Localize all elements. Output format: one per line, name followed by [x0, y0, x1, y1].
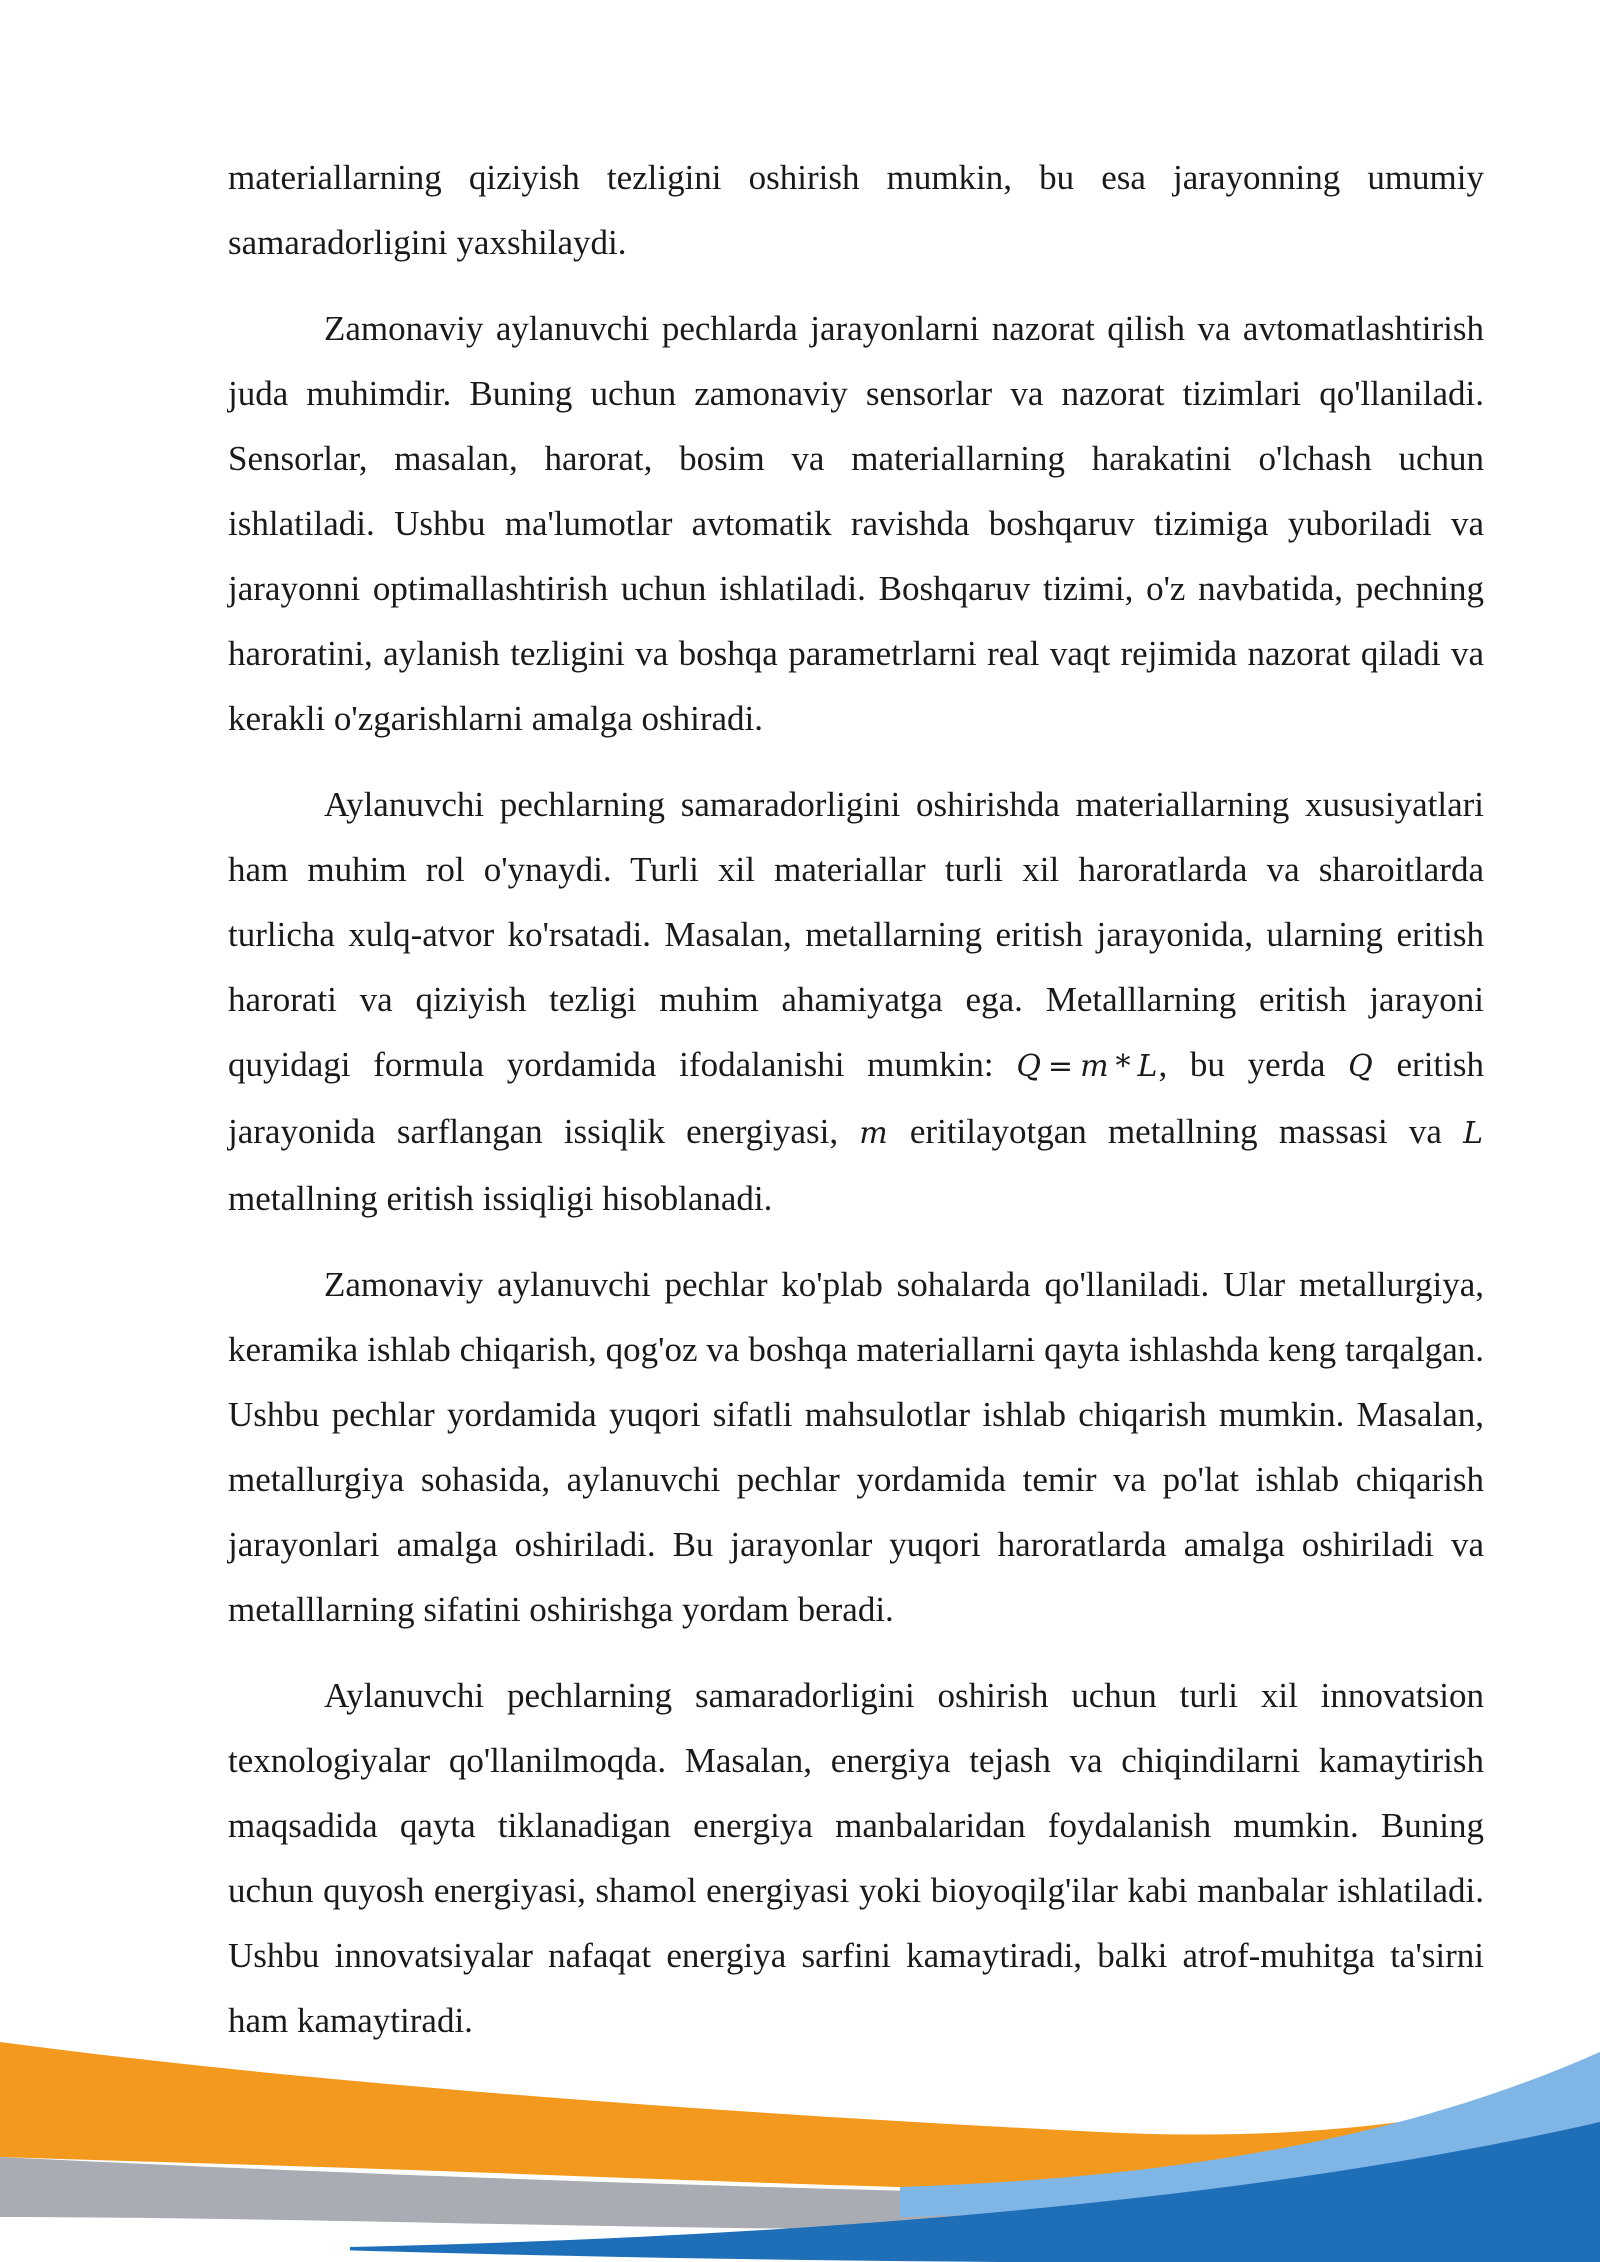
paragraph-3 [228, 772, 1484, 1231]
variable-l: L [1463, 1116, 1485, 1151]
paragraph-3-text-1: Aylanuvchi pechlarning samaradorligini oshirishda materiallarning xususiyatlari ham muhim rol o'ynaydi. Turli xil materiallar turli xil haroratlarda va sharoitlarda turlicha xulq-atvor ko'rsatadi. Masalan, metallarning eritish jarayonida, ularning eritish harorati va qiziyish tezligi muhim ahamiyatga ega. Metalllarning eritish jarayoni quyidagi formula yordamida ifodalanishi mumkin: [228, 785, 1484, 1084]
paragraph-4: Zamonaviy aylanuvchi pechlar ko'plab sohalarda qo'llaniladi. Ular metallurgiya, keramika ishlab chiqarish, qog'oz va boshqa materiallarni qayta ishlashda keng tarqalgan. Ushbu pechlar yordamida yuqori sifatli mahsulotlar ishlab chiqarish mumkin. Masalan, metallurgiya sohasida, aylanuvchi pechlar yordamida temir va po'lat ishlab chiqarish jarayonlari amalga oshiriladi. Bu jarayonlar yuqori haroratlarda amalga oshiriladi va metalllarning sifatini oshirishga yordam beradi. [228, 1265, 1484, 1629]
paragraph-1: materiallarning qiziyish tezligini oshirish mumkin, bu esa jarayonning umumiy samaradorligini yaxshilaydi. [228, 158, 1484, 262]
formula-l: L [1137, 1049, 1159, 1084]
paragraph-3-text-5: metallning eritish issiqligi hisoblanadi. [228, 1179, 773, 1218]
formula-q: Q [1016, 1049, 1042, 1084]
document-body [228, 145, 1484, 2074]
formula [1016, 1049, 1158, 1084]
variable-q: Q [1348, 1049, 1374, 1084]
footer-wave-decoration [0, 2012, 1600, 2262]
paragraph-3-text-4: eritilayotgan metallning massasi va [888, 1112, 1464, 1151]
formula-equals: = [1047, 1049, 1075, 1084]
variable-m: m [859, 1116, 889, 1151]
paragraph-2: Zamonaviy aylanuvchi pechlarda jarayonlarni nazorat qilish va avtomatlashtirish juda muhimdir. Buning uchun zamonaviy sensorlar va nazorat tizimlari qo'llaniladi. Sensorlar, masalan, harorat, bosim va materiallarning harakatini o'lchash uchun ishlatiladi. Ushbu ma'lumotlar avtomatik ravishda boshqaruv tizimiga yuboriladi va jarayonni optimallashtirish uchun ishlatiladi. Boshqaruv tizimi, o'z navbatida, pechning haroratini, aylanish tezligini va boshqa parametrlarni real vaqt rejimida nazorat qiladi va kerakli o'zgarishlarni amalga oshiradi. [228, 309, 1484, 738]
formula-m: m [1080, 1049, 1110, 1084]
formula-multiply: * [1115, 1049, 1132, 1084]
paragraph-5: Aylanuvchi pechlarning samaradorligini oshirish uchun turli xil innovatsion texnologiyalar qo'llanilmoqda. Masalan, energiya tejash va chiqindilarni kamaytirish maqsadida qayta tiklanadigan energiya manbalaridan foydalanish mumkin. Buning uchun quyosh energiyasi, shamol energiyasi yoki bioyoqilg'ilar kabi manbalar ishlatiladi. Ushbu innovatsiyalar nafaqat energiya sarfini kamaytiradi, balki atrof-muhitga ta'sirni ham kamaytiradi. [228, 1676, 1484, 2040]
paragraph-3-text-3: eritish jarayonida sarflangan issiqlik energiyasi, [228, 1045, 1484, 1151]
paragraph-3-text-2: , bu yerda [1158, 1045, 1349, 1084]
